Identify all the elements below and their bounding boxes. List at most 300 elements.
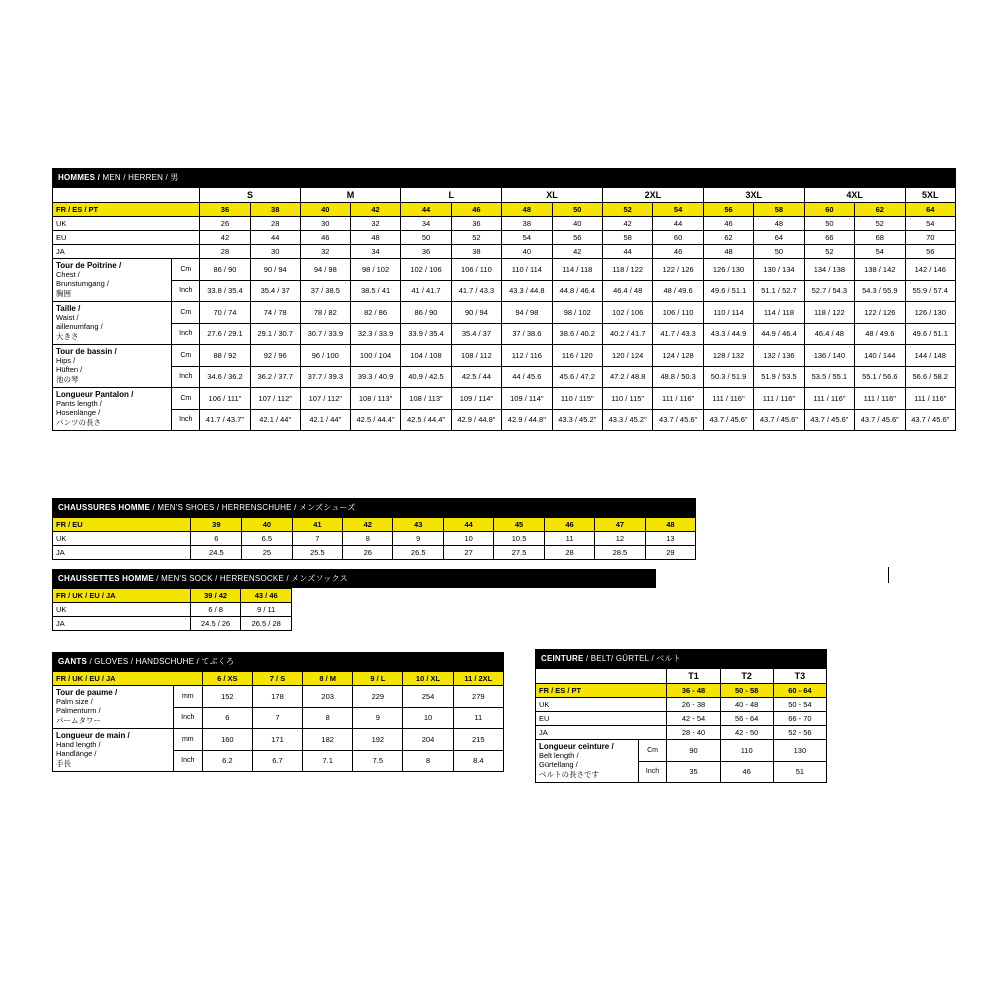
cell: 204	[403, 729, 453, 751]
cell: 110 / 115"	[552, 388, 602, 410]
cell: 7	[252, 707, 302, 729]
row-label-uk: UK	[53, 603, 191, 617]
measure-label-hand-length: Longueur de main / Hand length / Handlänge / 手長	[53, 729, 174, 772]
cell: 42.5 / 44	[451, 366, 501, 388]
cell: 13	[645, 532, 695, 546]
cell: 42	[552, 245, 602, 259]
cell: 46	[703, 217, 753, 231]
cell: 44 / 45.6	[502, 366, 552, 388]
mens-shoes-section	[52, 498, 696, 560]
cell: 108 / 113"	[401, 388, 451, 410]
group-4xl: 4XL	[804, 188, 905, 203]
belt-table	[535, 668, 827, 783]
cell: 46	[544, 518, 594, 532]
cell: 111 / 116"	[804, 388, 854, 410]
measure-label-hips: Tour de bassin / Hips / Hüften / 池の琴	[53, 345, 172, 388]
cell: 42	[602, 217, 652, 231]
cell: 8.4	[453, 750, 503, 772]
group-m: M	[300, 188, 401, 203]
cell: 8	[343, 532, 393, 546]
cell: 46	[451, 203, 501, 217]
belt-col-t3: T3	[773, 669, 826, 684]
cell: 46	[653, 245, 703, 259]
unit-mm: mm	[173, 729, 202, 751]
cell: 128 / 132	[703, 345, 753, 367]
cell: 41 / 41.7	[401, 280, 451, 302]
cell: 40.9 / 42.5	[401, 366, 451, 388]
cell: 44.8 / 46.4	[552, 280, 602, 302]
cell: 50 - 54	[773, 698, 826, 712]
cell: 6.7	[252, 750, 302, 772]
belt-header-bold: CEINTURE	[541, 654, 586, 663]
cell: 53.5 / 55.1	[804, 366, 854, 388]
cell: 54	[502, 231, 552, 245]
cell: 32.3 / 33.9	[350, 323, 400, 345]
cell: 25.5	[292, 546, 343, 560]
cell: 54	[855, 245, 905, 259]
unit-cm: Cm	[172, 345, 200, 367]
cell: 39 / 42	[190, 589, 241, 603]
cell: 109 / 114"	[502, 388, 552, 410]
cell: 98 / 102	[350, 259, 400, 281]
cell: 90 / 94	[250, 259, 300, 281]
cell: 44	[602, 245, 652, 259]
row-label-ja: JA	[536, 726, 667, 740]
cell: 132 / 136	[754, 345, 804, 367]
cell: 70 / 74	[200, 302, 250, 324]
socks-header-bold: CHAUSSETTES HOMME	[58, 574, 157, 583]
cell: 36	[401, 245, 451, 259]
cell: 102 / 106	[602, 302, 652, 324]
cell: 38	[451, 245, 501, 259]
cell: 43.7 / 45.6"	[703, 409, 753, 431]
cell: 100 / 104	[350, 345, 400, 367]
unit-inch: Inch	[172, 323, 200, 345]
cell: 26	[200, 217, 250, 231]
cell: 29	[645, 546, 695, 560]
cell: 52.7 / 54.3	[804, 280, 854, 302]
cell: 70	[905, 231, 956, 245]
cell: 36.2 / 37.7	[250, 366, 300, 388]
cell: 43.7 / 45.6"	[905, 409, 956, 431]
cell: 50	[401, 231, 451, 245]
table-row	[53, 231, 956, 245]
cell: 90	[667, 740, 720, 762]
table-row	[53, 280, 956, 302]
cell: 42	[200, 231, 250, 245]
cell: 7 / S	[252, 672, 302, 686]
cell: 42.5 / 44.4"	[350, 409, 400, 431]
cell: 27.6 / 29.1	[200, 323, 250, 345]
cell: 106 / 110	[451, 259, 501, 281]
group-2xl: 2XL	[602, 188, 703, 203]
table-row	[53, 345, 956, 367]
cell: 7	[292, 532, 343, 546]
table-row	[536, 740, 827, 762]
measure-name-main: Tour de Poitrine /	[56, 261, 122, 270]
cell: 106 / 110	[653, 302, 703, 324]
cell: 52 - 56	[773, 726, 826, 740]
cell: 107 / 112"	[300, 388, 350, 410]
cell: 51.9 / 53.5	[754, 366, 804, 388]
cell: 56.6 / 58.2	[905, 366, 956, 388]
cell: 24.5	[191, 546, 242, 560]
unit-inch: Inch	[172, 409, 200, 431]
cell: 62	[855, 203, 905, 217]
cell: 50	[552, 203, 602, 217]
cell: 6 / XS	[202, 672, 252, 686]
cell: 49.6 / 51.1	[703, 280, 753, 302]
cell: 11	[453, 707, 503, 729]
cell: 58	[602, 231, 652, 245]
cell: 26	[343, 546, 393, 560]
cell: 41	[292, 518, 343, 532]
cell: 6	[191, 532, 242, 546]
cell: 38	[250, 203, 300, 217]
row-label-fr: FR / ES / PT	[53, 203, 200, 217]
cell: 40.2 / 41.7	[602, 323, 652, 345]
measure-label-chest: Tour de Poitrine / Chest / Brunstumgang / 胸囲	[53, 259, 172, 302]
measure-label-palm-size: Tour de paume / Palm size / Palmenturm / パームタワー	[53, 686, 174, 729]
cell: 39.3 / 40.9	[350, 366, 400, 388]
cell: 47.2 / 48.8	[602, 366, 652, 388]
cell: 46.4 / 48	[804, 323, 854, 345]
cell: 56	[552, 231, 602, 245]
table-row	[53, 366, 956, 388]
cell: 114 / 118	[754, 302, 804, 324]
cell: 36	[200, 203, 250, 217]
cell: 124 / 128	[653, 345, 703, 367]
cell: 30	[250, 245, 300, 259]
row-label-fr-eu: FR / EU	[53, 518, 191, 532]
cell: 27	[444, 546, 494, 560]
cell: 7.1	[303, 750, 353, 772]
cell: 54	[905, 217, 956, 231]
measure-label-pants-length: Longueur Pantalon / Pants length / Hosenlänge / パンツの長さ	[53, 388, 172, 431]
socks-header-light: / MEN'S SOCK / HERRENSOCKE / メンズソックス	[156, 574, 348, 583]
cell: 64	[905, 203, 956, 217]
cell: 48 / 49.6	[653, 280, 703, 302]
cell: 136 / 140	[804, 345, 854, 367]
unit-cm: Cm	[172, 388, 200, 410]
cell: 38	[502, 217, 552, 231]
cell: 42.1 / 44"	[250, 409, 300, 431]
unit-inch: Inch	[173, 750, 202, 772]
cell: 8	[403, 750, 453, 772]
cell: 82 / 86	[350, 302, 400, 324]
cell: 52	[602, 203, 652, 217]
cell: 36	[451, 217, 501, 231]
group-l: L	[401, 188, 502, 203]
cell: 48	[502, 203, 552, 217]
unit-cm: Cm	[172, 302, 200, 324]
row-label-sizes: FR / UK / EU / JA	[53, 672, 203, 686]
belt-col-t1: T1	[667, 669, 720, 684]
belt-col-t2: T2	[720, 669, 773, 684]
cell: 110	[720, 740, 773, 762]
cell: 58	[754, 203, 804, 217]
cell: 111 / 116"	[653, 388, 703, 410]
cell: 110 / 114	[703, 302, 753, 324]
cell: 41.7 / 43.3	[451, 280, 501, 302]
table-row	[536, 712, 827, 726]
cell: 60 - 64	[773, 684, 826, 698]
belt-section-header	[535, 649, 827, 668]
shoes-table	[52, 517, 696, 560]
cell: 138 / 142	[855, 259, 905, 281]
belt-column-row	[536, 669, 827, 684]
cell: 26 - 38	[667, 698, 720, 712]
cell: 56	[905, 245, 956, 259]
table-row	[536, 684, 827, 698]
cell: 42.1 / 44"	[300, 409, 350, 431]
row-label-eu: EU	[536, 712, 667, 726]
cell: 94 / 98	[502, 302, 552, 324]
table-row	[53, 217, 956, 231]
unit-cm: Cm	[638, 740, 667, 762]
cell: 6	[202, 707, 252, 729]
cell: 43.3 / 45.2"	[552, 409, 602, 431]
cell: 50 - 58	[720, 684, 773, 698]
mens-socks-section	[52, 569, 348, 631]
cell: 111 / 116"	[754, 388, 804, 410]
mens-size-table	[52, 187, 956, 431]
cell: 37 / 38.6	[502, 323, 552, 345]
cell: 45.6 / 47.2	[552, 366, 602, 388]
cell: 6 / 8	[190, 603, 241, 617]
cell: 26.5	[393, 546, 444, 560]
cell: 43.3 / 44.8	[502, 280, 552, 302]
cell: 38.5 / 41	[350, 280, 400, 302]
cell: 116 / 120	[552, 345, 602, 367]
row-label-uk: UK	[536, 698, 667, 712]
cell: 35.4 / 37	[250, 280, 300, 302]
cell: 33.8 / 35.4	[200, 280, 250, 302]
cell: 32	[350, 217, 400, 231]
table-row	[53, 245, 956, 259]
cell: 62	[703, 231, 753, 245]
mens-header-bold: HOMMES /	[58, 173, 103, 182]
table-row	[53, 729, 504, 751]
cell: 37.7 / 39.3	[300, 366, 350, 388]
measure-label-waist: Taille / Waist / aillenumfang / 大きさ	[53, 302, 172, 345]
row-label-fr: FR / ES / PT	[536, 684, 667, 698]
cell: 134 / 138	[804, 259, 854, 281]
table-row	[536, 698, 827, 712]
cell: 64	[754, 231, 804, 245]
cell: 46	[720, 761, 773, 783]
belt-section	[535, 649, 827, 783]
cell: 28 - 40	[667, 726, 720, 740]
cell: 41.7 / 43.3	[653, 323, 703, 345]
cell: 50	[804, 217, 854, 231]
cell: 130 / 134	[754, 259, 804, 281]
cell: 55.9 / 57.4	[905, 280, 956, 302]
cell: 32	[300, 245, 350, 259]
cell: 48	[703, 245, 753, 259]
cell: 49.6 / 51.1	[905, 323, 956, 345]
cell: 215	[453, 729, 503, 751]
group-s: S	[200, 188, 301, 203]
cell: 60	[804, 203, 854, 217]
cell: 41.7 / 43.7"	[200, 409, 250, 431]
cell: 35.4 / 37	[451, 323, 501, 345]
cell: 88 / 92	[200, 345, 250, 367]
cell: 98 / 102	[552, 302, 602, 324]
cell: 44	[653, 217, 703, 231]
cell: 44.9 / 46.4	[754, 323, 804, 345]
cell: 40	[300, 203, 350, 217]
table-row	[53, 603, 292, 617]
row-label-uk: UK	[53, 217, 200, 231]
cell: 6.2	[202, 750, 252, 772]
table-row	[53, 518, 696, 532]
table-row	[53, 302, 956, 324]
cell: 54.3 / 55.9	[855, 280, 905, 302]
cell: 110 / 115"	[602, 388, 652, 410]
cell: 42	[350, 203, 400, 217]
cell: 42.9 / 44.8"	[451, 409, 501, 431]
shoes-header-bold: CHAUSSURES HOMME	[58, 503, 153, 512]
row-label-eu: EU	[53, 231, 200, 245]
cell: 112 / 116	[502, 345, 552, 367]
cell: 50	[754, 245, 804, 259]
cell: 171	[252, 729, 302, 751]
cell: 40 - 48	[720, 698, 773, 712]
cell: 34.6 / 36.2	[200, 366, 250, 388]
cell: 33.9 / 35.4	[401, 323, 451, 345]
table-row	[53, 686, 504, 708]
cell: 74 / 78	[250, 302, 300, 324]
cell: 51.1 / 52.7	[754, 280, 804, 302]
mens-group-row	[53, 188, 956, 203]
cell: 120 / 124	[602, 345, 652, 367]
cell: 229	[353, 686, 403, 708]
cell: 56	[703, 203, 753, 217]
cell: 178	[252, 686, 302, 708]
cell: 192	[353, 729, 403, 751]
cell: 42 - 54	[667, 712, 720, 726]
cell: 66 - 70	[773, 712, 826, 726]
table-row	[53, 203, 956, 217]
cell: 114 / 118	[552, 259, 602, 281]
belt-header-light: / BELT/ GÜRTEL / ベルト	[585, 654, 681, 663]
cell: 9	[393, 532, 444, 546]
group-xl: XL	[502, 188, 603, 203]
cell: 182	[303, 729, 353, 751]
gloves-section	[52, 652, 504, 772]
table-row	[53, 532, 696, 546]
cell: 160	[202, 729, 252, 751]
cell: 118 / 122	[804, 302, 854, 324]
cell: 9 / 11	[241, 603, 292, 617]
cell: 43 / 46	[241, 589, 292, 603]
cell: 52	[451, 231, 501, 245]
cell: 35	[667, 761, 720, 783]
cell: 48.8 / 50.3	[653, 366, 703, 388]
cell: 34	[350, 245, 400, 259]
shoes-header-light: / MEN'S SHOES / HERRENSCHUHE / メンズシューズ	[152, 503, 356, 512]
table-row	[53, 259, 956, 281]
cell: 142 / 146	[905, 259, 956, 281]
cell: 28	[200, 245, 250, 259]
cell: 12	[595, 532, 646, 546]
cell: 107 / 112"	[250, 388, 300, 410]
cell: 40	[242, 518, 292, 532]
cell: 92 / 96	[250, 345, 300, 367]
cell: 37 / 38.5	[300, 280, 350, 302]
cell: 108 / 113"	[350, 388, 400, 410]
table-row	[53, 617, 292, 631]
cell: 42 - 50	[720, 726, 773, 740]
cell: 254	[403, 686, 453, 708]
cell: 44	[444, 518, 494, 532]
cell: 110 / 114	[502, 259, 552, 281]
unit-inch: Inch	[172, 366, 200, 388]
cell: 43	[393, 518, 444, 532]
cell: 24.5 / 26	[190, 617, 241, 631]
cell: 46.4 / 48	[602, 280, 652, 302]
cell: 43.7 / 45.6"	[653, 409, 703, 431]
mens-header-light: MEN / HERREN / 男	[102, 173, 179, 182]
cell: 46	[300, 231, 350, 245]
cell: 42.5 / 44.4"	[401, 409, 451, 431]
cell: 10	[403, 707, 453, 729]
cell: 144 / 148	[905, 345, 956, 367]
cell: 44	[250, 231, 300, 245]
cell: 42.9 / 44.8"	[502, 409, 552, 431]
cell: 96 / 100	[300, 345, 350, 367]
cell: 10 / XL	[403, 672, 453, 686]
unit-inch: Inch	[173, 707, 202, 729]
cell: 55.1 / 56.6	[855, 366, 905, 388]
group-5xl: 5XL	[905, 188, 956, 203]
cell: 27.5	[494, 546, 545, 560]
table-row	[53, 546, 696, 560]
cell: 102 / 106	[401, 259, 451, 281]
cell: 94 / 98	[300, 259, 350, 281]
cell: 43.7 / 45.6"	[855, 409, 905, 431]
cell: 43.3 / 45.2"	[602, 409, 652, 431]
cell: 30.7 / 33.9	[300, 323, 350, 345]
cell: 106 / 111"	[200, 388, 250, 410]
cell: 48	[645, 518, 695, 532]
row-label-ja: JA	[53, 546, 191, 560]
cell: 50.3 / 51.9	[703, 366, 753, 388]
shoes-section-header	[52, 498, 696, 517]
unit-cm: Cm	[172, 259, 200, 281]
cell: 126 / 130	[703, 259, 753, 281]
cell: 43.3 / 44.9	[703, 323, 753, 345]
cell: 9	[353, 707, 403, 729]
cell: 28	[250, 217, 300, 231]
cell: 10.5	[494, 532, 545, 546]
cell: 40	[552, 217, 602, 231]
cell: 25	[242, 546, 292, 560]
cell: 48	[350, 231, 400, 245]
page-margin-mark	[888, 567, 889, 583]
mens-section-header	[52, 168, 956, 187]
cell: 43.7 / 45.6"	[804, 409, 854, 431]
cell: 47	[595, 518, 646, 532]
cell: 42	[343, 518, 393, 532]
cell: 48	[754, 217, 804, 231]
cell: 11 / 2XL	[453, 672, 503, 686]
cell: 48 / 49.6	[855, 323, 905, 345]
cell: 66	[804, 231, 854, 245]
cell: 108 / 112	[451, 345, 501, 367]
cell: 44	[401, 203, 451, 217]
